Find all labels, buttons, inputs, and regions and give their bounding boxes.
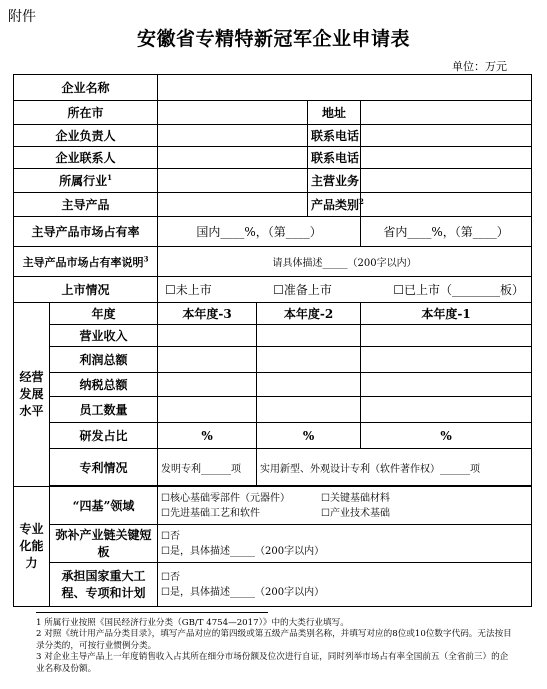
patent-label: 专利情况: [50, 449, 158, 486]
year-col-1: 本年度-3: [158, 303, 257, 325]
chain-gap-option-yes[interactable]: ☐是，具体描述_____（200字以内）: [161, 545, 325, 557]
contact-phone-label: 联系电话: [308, 147, 361, 169]
major-project-label: 承担国家重大工程、专项和计划: [50, 563, 158, 607]
phone-label: 联系电话: [308, 125, 361, 147]
four-base-options-cell: [158, 487, 532, 525]
phone-field[interactable]: [361, 125, 532, 147]
four-base-option-process[interactable]: ☐先进基础工艺和软件: [161, 507, 260, 519]
profit-y2[interactable]: [257, 347, 361, 373]
note-ref-1: 1: [107, 173, 112, 182]
profit-y1[interactable]: [158, 347, 257, 373]
page-title: 安徽省专精特新冠军企业申请表: [136, 28, 410, 50]
year-col-2: 本年度-2: [257, 303, 361, 325]
operation-side-label: 经营发展水平: [14, 303, 50, 487]
product-category-label-cell: [308, 193, 364, 217]
four-base-option-tech[interactable]: ☐产业技术基础: [321, 507, 390, 519]
revenue-y2[interactable]: [257, 325, 361, 347]
major-project-option-yes[interactable]: ☐是，具体描述_____（200字以内）: [161, 586, 325, 598]
industry-label: 所属行业: [59, 174, 108, 188]
rd-ratio-y1[interactable]: %: [158, 423, 257, 449]
year-header: 年度: [50, 303, 158, 325]
product-category-field[interactable]: [361, 193, 532, 217]
listing-option-preparing[interactable]: ☐准备上市: [273, 283, 332, 297]
employees-label: 员工数量: [50, 397, 158, 423]
address-label: 地址: [308, 101, 361, 125]
footnotes: [36, 618, 516, 675]
leader-label: 企业负责人: [14, 125, 158, 147]
industry-label-cell: [14, 169, 158, 193]
city-label: 所在市: [14, 101, 158, 125]
chain-gap-option-no[interactable]: ☐否: [161, 530, 180, 542]
footnote-1: 1 所属行业按照《国民经济行业分类（GB/T 4754—2017）》中的大类行业填写。: [36, 618, 349, 628]
tax-y1[interactable]: [158, 373, 257, 397]
footnote-3: 3 对企业主导产品上一年度销售收入占其所在细分市场份额及位次进行自证，同时列举市场占有率全国前五（全省前三）的企业名称及份额。: [36, 652, 509, 674]
domestic-share-field[interactable]: 国内____%，（第____）: [158, 217, 361, 247]
main-product-field[interactable]: [158, 193, 308, 217]
four-base-option-materials[interactable]: ☐关键基础材料: [321, 492, 390, 504]
tax-y2[interactable]: [257, 373, 361, 397]
year-col-3: 本年度-1: [361, 303, 532, 325]
footnote-2: 2 对照《统计用产品分类目录》，填写产品对应的第四级或第五级产品类别名称，并填写对应的8位或10位数字代码。无法按目录分类的，可按行业惯例分类。: [36, 629, 512, 651]
listing-option-unlisted[interactable]: ☐未上市: [165, 283, 212, 297]
major-project-option-no[interactable]: ☐否: [161, 571, 180, 583]
note-ref-3: 3: [143, 253, 149, 263]
product-category-label: 产品类别: [311, 198, 360, 212]
revenue-y1[interactable]: [158, 325, 257, 347]
company-name-field[interactable]: [158, 75, 532, 101]
chain-gap-options-cell: [158, 525, 532, 563]
four-base-label: “四基”领域: [50, 487, 158, 525]
contact-field[interactable]: [158, 147, 308, 169]
provincial-share-field[interactable]: 省内____%，（第____）: [361, 217, 532, 247]
capability-side-label: 专业化能力: [14, 487, 50, 607]
tax-label: 纳税总额: [50, 373, 158, 397]
rd-ratio-y3[interactable]: %: [361, 423, 532, 449]
patent-invent-field[interactable]: 发明专利______项: [158, 449, 257, 486]
industry-field[interactable]: [158, 169, 308, 193]
rd-ratio-y2[interactable]: %: [257, 423, 361, 449]
profit-label: 利润总额: [50, 347, 158, 373]
main-product-label: 主导产品: [14, 193, 158, 217]
main-business-label: 主营业务: [308, 169, 361, 193]
revenue-label: 营业收入: [50, 325, 158, 347]
company-name-label: 企业名称: [14, 75, 158, 101]
listing-options-cell: [158, 277, 532, 303]
listing-label: 上市情况: [14, 277, 158, 303]
market-share-desc-label-cell: [14, 247, 158, 277]
footnote-divider: [36, 612, 268, 613]
market-share-label: 主导产品市场占有率: [14, 217, 158, 247]
unit-label: 单位：万元: [452, 60, 507, 73]
market-share-desc-label: 主导产品市场占有率说明: [22, 255, 144, 269]
address-field[interactable]: [361, 101, 532, 125]
market-share-desc-field[interactable]: 请具体描述_____（200字以内）: [158, 247, 532, 277]
patent-other-field[interactable]: 实用新型、外观设计专利（软件著作权）______项: [257, 449, 532, 486]
contact-label: 企业联系人: [14, 147, 158, 169]
profit-y3[interactable]: [361, 347, 532, 373]
main-business-field[interactable]: [361, 169, 532, 193]
employees-y1[interactable]: [158, 397, 257, 423]
city-field[interactable]: [158, 101, 308, 125]
employees-y2[interactable]: [257, 397, 361, 423]
rd-ratio-label: 研发占比: [50, 423, 158, 449]
chain-gap-label: 弥补产业链关键短板: [50, 525, 158, 563]
listing-option-listed[interactable]: ☐已上市（________板）: [393, 283, 525, 297]
tax-y3[interactable]: [361, 373, 532, 397]
revenue-y3[interactable]: [361, 325, 532, 347]
employees-y3[interactable]: [361, 397, 532, 423]
note-ref-2: 2: [359, 197, 364, 206]
leader-field[interactable]: [158, 125, 308, 147]
contact-phone-field[interactable]: [361, 147, 532, 169]
major-project-options-cell: [158, 563, 532, 607]
attachment-label: 附件: [8, 9, 36, 25]
four-base-option-parts[interactable]: ☐核心基础零部件（元器件）: [161, 492, 290, 504]
application-form-table: [13, 74, 532, 607]
